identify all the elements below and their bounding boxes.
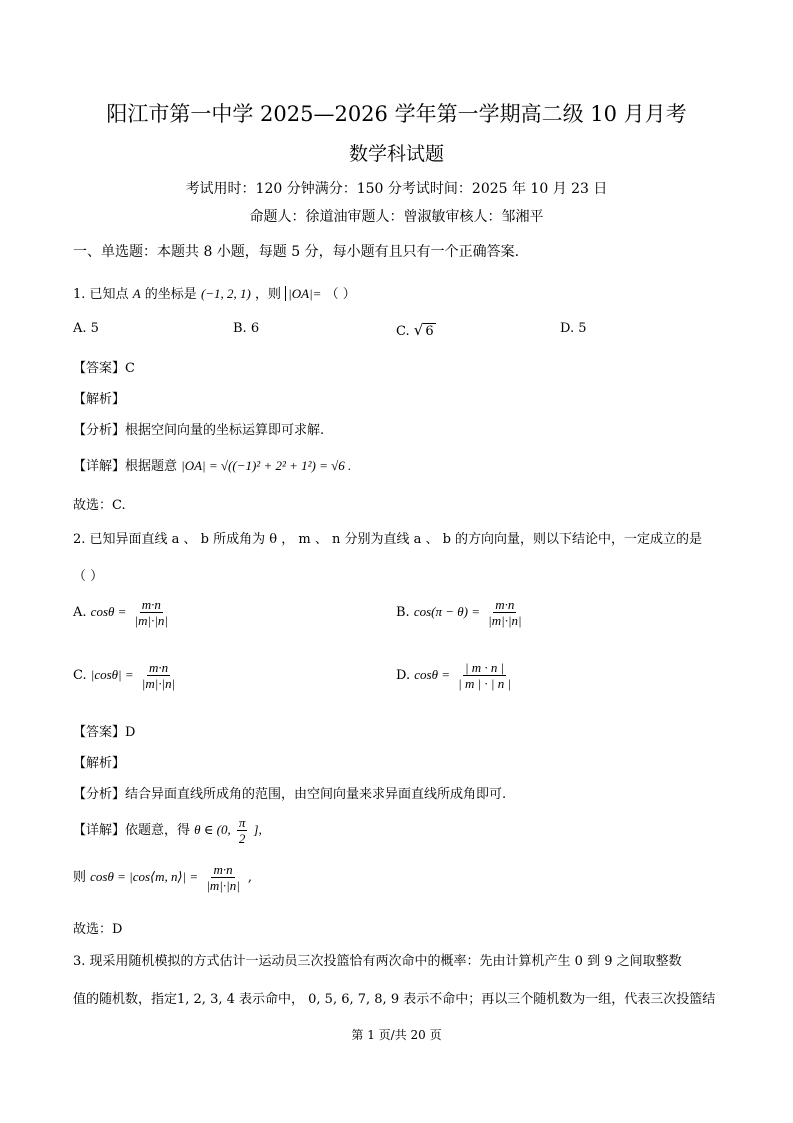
q2-ze-formula: cosθ = |cos⟨m, n⟩| = (90, 869, 199, 884)
q1-point: A (132, 286, 141, 301)
q2-option-d-den: | m | · | n | (458, 676, 512, 691)
q2-option-b (396, 597, 526, 628)
q2-option-d-num: | m · n | (464, 660, 505, 675)
q1-coord: (−1, 2, 1) (200, 286, 251, 301)
q2-option-d-label: D. (396, 668, 411, 683)
q2-option-c-num: m·n (148, 660, 169, 675)
q2-xiangjie (73, 815, 262, 846)
q1-option-a: A. 5 (73, 321, 99, 336)
q1-answer: 【答案】C (73, 361, 135, 376)
q2-answer: 【答案】D (73, 725, 136, 740)
q1-stem (73, 283, 356, 302)
q1-option-b: B. 6 (233, 321, 260, 336)
q2-range-b: ], (253, 822, 262, 837)
q2-paren: （ ） (73, 569, 104, 584)
section-heading: 一、单选题：本题共 8 小题，每题 5 分，每小题有且只有一个正确答案. (73, 244, 520, 260)
q2-option-a-lhs: cosθ = (90, 604, 127, 619)
q1-stem-b: 的坐标是 (144, 287, 197, 302)
q2-option-d (396, 660, 515, 691)
q2-option-c-lhs: |cosθ| = (90, 667, 134, 682)
q1-fenxi: 【分析】根据空间向量的坐标运算即可求解. (73, 423, 325, 438)
q1-stem-c: ，则 (255, 287, 282, 302)
q2-option-c-label: C. (73, 668, 87, 683)
q1-oa: |OA|= (285, 286, 321, 301)
q2-xiangjie-label: 【详解】依题意，得 (73, 823, 191, 838)
q2-ze-den: |m|·|n| (206, 878, 240, 893)
q2-guxuan: 故选：D (73, 922, 123, 937)
q2-jiexi: 【解析】 (73, 756, 126, 771)
q2-option-a-num: m·n (141, 597, 161, 612)
q2-fenxi: 【分析】结合异面直线所成角的范围，由空间向量来求异面直线所成角即可. (73, 787, 507, 802)
q1-option-d: D. 5 (560, 321, 587, 336)
page-footer: 第 1 页/共 20 页 (351, 1028, 442, 1042)
q1-jiexi: 【解析】 (73, 392, 126, 407)
q2-option-b-num: m·n (495, 597, 515, 612)
q2-option-d-lhs: cosθ = (414, 667, 450, 682)
q2-option-a (73, 597, 172, 628)
q1-option-c-value: 6 (425, 324, 434, 339)
q2-option-a-den: |m|·|n| (134, 613, 168, 628)
q2-range-pi: π (238, 815, 246, 830)
exam-info-time: 考试用时：120 分钟满分：150 分考试时间：2025 年 10 月 23 日 (185, 181, 608, 197)
q2-range-two: 2 (238, 831, 246, 846)
q2-stem: 2. 已知异面直线 a 、 b 所成角为 θ ， m 、 n 分别为直线 a 、 b 的方向向量，则以下结论中，一定成立的是 (73, 532, 703, 547)
q1-paren: （ ） (325, 287, 356, 302)
q1-option-c-label: C. (396, 324, 410, 339)
q2-option-c-den: |m|·|n| (141, 676, 176, 691)
q2-ze-num: m·n (213, 862, 233, 877)
q2-ze-label: 则 (73, 870, 87, 885)
exam-info-authors: 命题人：徐道油审题人：曾淑敏审核人：邹湘平 (249, 209, 544, 225)
q3-line1: 3. 现采用随机模拟的方式估计一运动员三次投篮恰有两次命中的概率：先由计算机产生 0 到 9 之间取整数 (73, 954, 682, 969)
q2-option-b-lhs: cos(π − θ) = (413, 604, 481, 619)
q1-guxuan: 故选：C. (73, 498, 126, 513)
q1-xiangjie-formula: |OA| = √((−1)² + 2² + 1²) = √6 . (181, 458, 352, 473)
exam-subtitle: 数学科试题 (348, 143, 444, 165)
q1-xiangjie-label: 【详解】根据题意 (73, 459, 178, 474)
q1-xiangjie (73, 455, 351, 474)
q2-option-b-label: B. (396, 605, 410, 620)
q1-stem-a: 1. 已知点 (73, 287, 129, 302)
q2-option-c (73, 660, 179, 691)
q2-range-a: θ ∈ (0, (194, 822, 231, 837)
exam-title: 阳江市第一中学 2025—2026 学年第一学期高二级 10 月月考 (106, 102, 687, 126)
q2-option-b-den: |m|·|n| (488, 613, 522, 628)
q2-option-a-label: A. (73, 605, 87, 620)
q1-option-c: C. √ 6 (396, 321, 434, 339)
q3-line2: 值的随机数，指定1, 2, 3, 4 表示命中， 0, 5, 6, 7, 8, 9 表示不命中；再以三个随机数为一组，代表三次投篮结 (73, 992, 716, 1007)
q2-ze: 则 cosθ = |cos⟨m, n⟩| = $\frac{m\cdot n}{|m|\cdot|n|}$ , (73, 862, 253, 893)
